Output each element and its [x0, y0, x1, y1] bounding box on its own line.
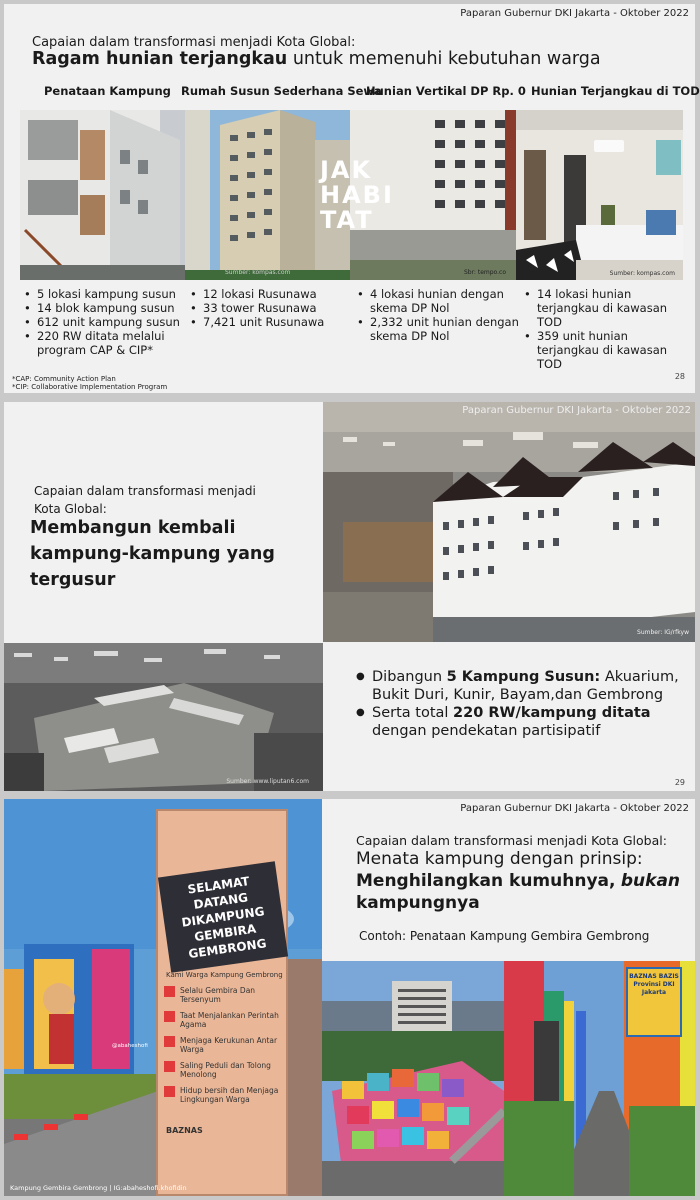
kampung-susun-summary-list: [354, 668, 684, 740]
gusuran-aerial-photo: [4, 643, 323, 791]
photo-credit: Sumber: IG/rfkyw: [637, 629, 689, 636]
title-rest: untuk memenuhi kebutuhan warga: [292, 49, 601, 69]
baznas-banner: BAZNAS BAZIS Provinsi DKI Jakarta: [626, 967, 682, 1037]
slide-subtitle: Capaian dalam transformasi menjadi Kota Global:: [356, 833, 667, 848]
sign-rule: Menjaga Kerukunan Antar Warga: [164, 1036, 284, 1054]
kampung-stats-list: [24, 287, 184, 357]
rule-icon: [164, 1061, 175, 1072]
slide-header: Paparan Gubernur DKI Jakarta - Oktober 2022: [462, 405, 691, 416]
list-item: • 14 blok kampung susun: [24, 301, 184, 315]
photo-credit: Sumber: kompas.com: [609, 270, 675, 277]
tod-stats-list: [524, 287, 689, 371]
jakhabitat-logo: JAK HABI TAT: [320, 156, 394, 234]
colorful-kampung-aerial-photo: [322, 961, 504, 1196]
col-heading-rusunawa: Rumah Susun Sederhana Sewa: [181, 84, 382, 98]
list-item: ● Dibangun 5 Kampung Susun: Akuarium, Bukit Duri, Kunir, Bayam,dan Gembrong: [354, 668, 684, 704]
photo-credit: Sbr: tempo.co: [463, 269, 506, 276]
slide-29: [4, 402, 695, 791]
list-item: • 612 unit kampung susun: [24, 315, 184, 329]
photo-credit: Kampung Gembira Gembrong | IG:abaheshofi.khofidin: [10, 1184, 187, 1192]
page-number: 29: [674, 778, 685, 787]
rule-icon: [164, 1011, 175, 1022]
slide-30: [4, 799, 695, 1196]
list-item: • 359 unit hunian terjangkau di kawasan TOD: [524, 329, 689, 371]
footnote: *CAP: Community Action Plan: [12, 375, 116, 383]
signboard: [156, 809, 288, 1196]
slide-28: [4, 4, 700, 393]
page-number: 28: [674, 372, 685, 381]
sign-rule: Taat Menjalankan Perintah Agama: [164, 1011, 284, 1029]
list-item: • 14 lokasi hunian terjangkau di kawasan TOD: [524, 287, 689, 329]
rule-icon: [164, 1036, 175, 1047]
photo-credit: Sumber: www.liputan6.com: [226, 778, 309, 785]
example-caption: Contoh: Penataan Kampung Gembira Gembrong: [359, 929, 650, 943]
sign-welcome-text: SELAMAT DATANG DIKAMPUNG GEMBIRA GEMBRONG: [158, 861, 288, 972]
list-item: • 12 lokasi Rusunawa: [190, 287, 350, 301]
list-item: ● Serta total 220 RW/kampung ditata dengan pendekatan partisipatif: [354, 704, 684, 740]
tod-bedroom-photo: [516, 110, 683, 280]
slide-subtitle: Capaian dalam transformasi menjadi Kota Global:: [32, 35, 356, 50]
colorful-alley-photo: [504, 961, 695, 1196]
list-item: • 5 lokasi kampung susun: [24, 287, 184, 301]
kampung-susun-aerial-photo: [323, 402, 695, 642]
col-heading-tod: Hunian Terjangkau di TOD: [531, 84, 700, 98]
list-item: • 2,332 unit hunian dengan skema DP Nol: [357, 315, 519, 343]
sign-rules: [164, 986, 284, 1111]
list-item: • 4 lokasi hunian dengan skema DP Nol: [357, 287, 519, 315]
dp-nol-photo: [320, 110, 516, 280]
gembrong-sign-photo: [4, 799, 322, 1196]
rusunawa-stats-list: [190, 287, 350, 329]
photo-credit: Sumber: kompas.com: [225, 269, 291, 276]
sign-rule: Hidup bersih dan Menjaga Lingkungan Warga: [164, 1086, 284, 1104]
slide-title: Menata kampung dengan prinsip: Menghilangkan kumuhnya, bukan kampungnya: [356, 849, 681, 913]
rule-icon: [164, 1086, 175, 1097]
slide-header: Paparan Gubernur DKI Jakarta - Oktober 2022: [460, 8, 689, 19]
slide-title: [32, 49, 601, 69]
sign-subhead: Kami Warga Kampung Gembrong: [166, 971, 283, 979]
sign-rule: Saling Peduli dan Tolong Menolong: [164, 1061, 284, 1079]
sign-rule: Selalu Gembira Dan Tersenyum: [164, 986, 284, 1004]
col-heading-kampung: Penataan Kampung: [44, 84, 171, 98]
sign-footer: BAZNAS: [166, 1126, 203, 1135]
title-bold: Ragam hunian terjangkau: [32, 49, 288, 69]
mural-tag: @abaheshofi: [112, 1043, 148, 1049]
footnote: *CIP: Collaborative Implementation Program: [12, 383, 168, 391]
slide-title: Membangun kembali kampung-kampung yang tergusur: [30, 518, 275, 590]
rule-icon: [164, 986, 175, 997]
list-item: • 7,421 unit Rusunawa: [190, 315, 350, 329]
list-item: • 220 RW ditata melalui program CAP & CIP*: [24, 329, 184, 357]
slide-subtitle: Capaian dalam transformasi menjadi Kota Global:: [34, 484, 256, 516]
kampung-susun-photo: [20, 110, 185, 280]
dp-nol-stats-list: [357, 287, 519, 343]
slide-header: Paparan Gubernur DKI Jakarta - Oktober 2022: [460, 803, 689, 814]
col-heading-dp0: Hunian Vertikal DP Rp. 0: [366, 84, 526, 98]
list-item: • 33 tower Rusunawa: [190, 301, 350, 315]
